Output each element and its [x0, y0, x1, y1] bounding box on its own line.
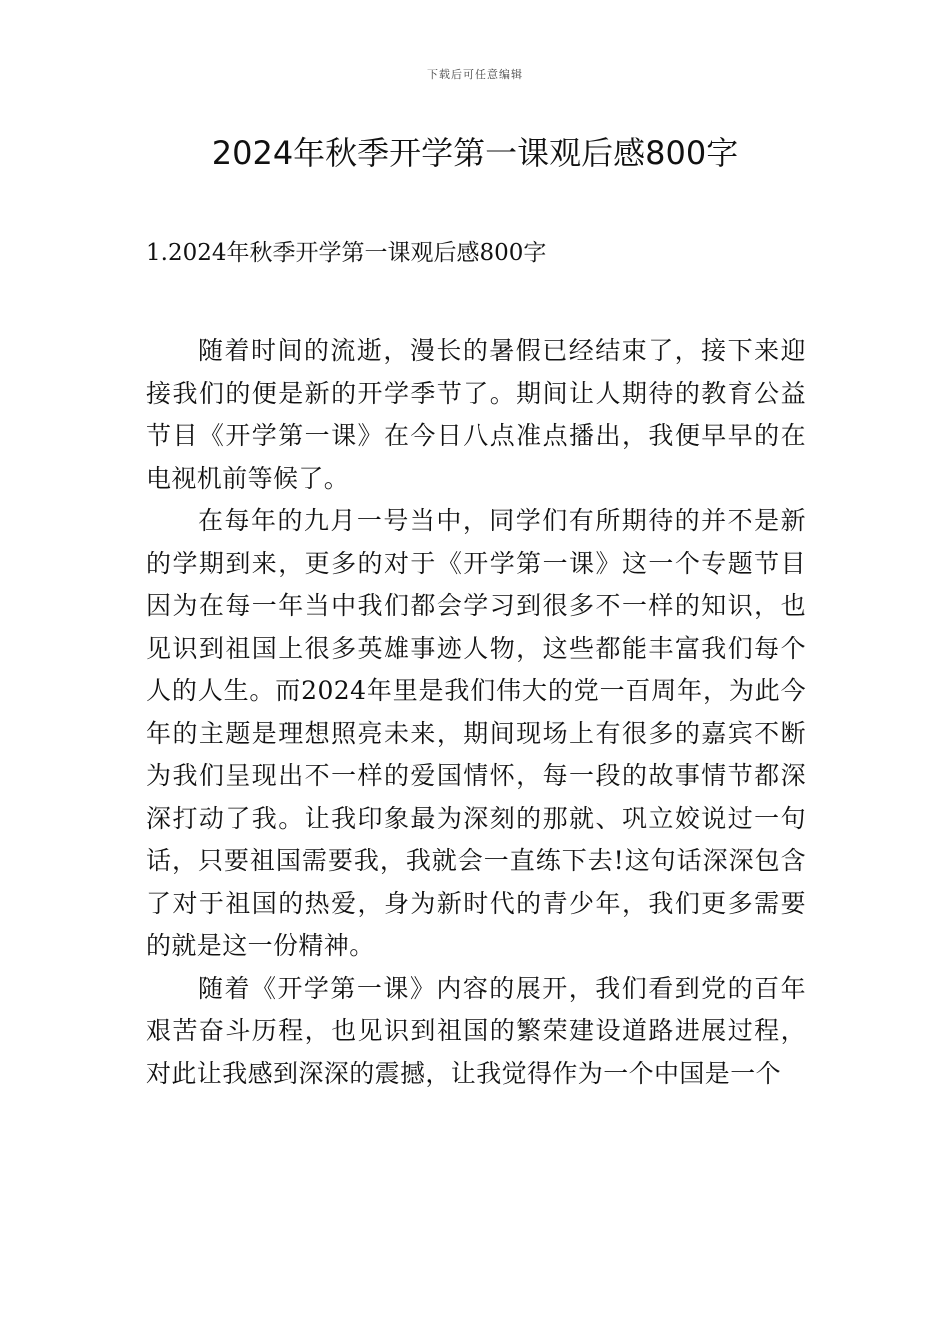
paragraph-1: 随着时间的流逝，漫长的暑假已经结束了，接下来迎接我们的便是新的开学季节了。期间让人期待的教育公益节目《开学第一课》在今日八点准点播出，我便早早的在电视机前等候了。: [146, 336, 806, 493]
header-note: 下载后可任意编辑: [427, 68, 523, 81]
document-body: [146, 330, 806, 1095]
document-title: 2024年秋季开学第一课观后感800字: [211, 134, 739, 172]
paragraph-3: 随着《开学第一课》内容的展开，我们看到党的百年艰苦奋斗历程，也见识到祖国的繁荣建设道路进展过程，对此让我感到深深的震撼，让我觉得作为一个中国是一个: [146, 973, 806, 1088]
section-heading: 1.2024年秋季开学第一课观后感800字: [146, 240, 547, 266]
paragraph-2: 在每年的九月一号当中，同学们有所期待的并不是新的学期到来，更多的对于《开学第一课》这一个专题节目因为在每一年当中我们都会学习到很多不一样的知识，也见识到祖国上很多英雄事迹人物，这些都能丰富我们每个人的人生。而2024年里是我们伟大的党一百周年，为此今年的主题是理想照亮未来，期间现场上有很多的嘉宾不断为我们呈现出不一样的爱国情怀，每一段的故事情节都深深打动了我。让我印象最为深刻的那就、巩立姣说过一句话，只要祖国需要我，我就会一直练下去!这句话深深包含了对于祖国的热爱，身为新时代的青少年，我们更多需要的就是这一份精神。: [146, 506, 806, 960]
